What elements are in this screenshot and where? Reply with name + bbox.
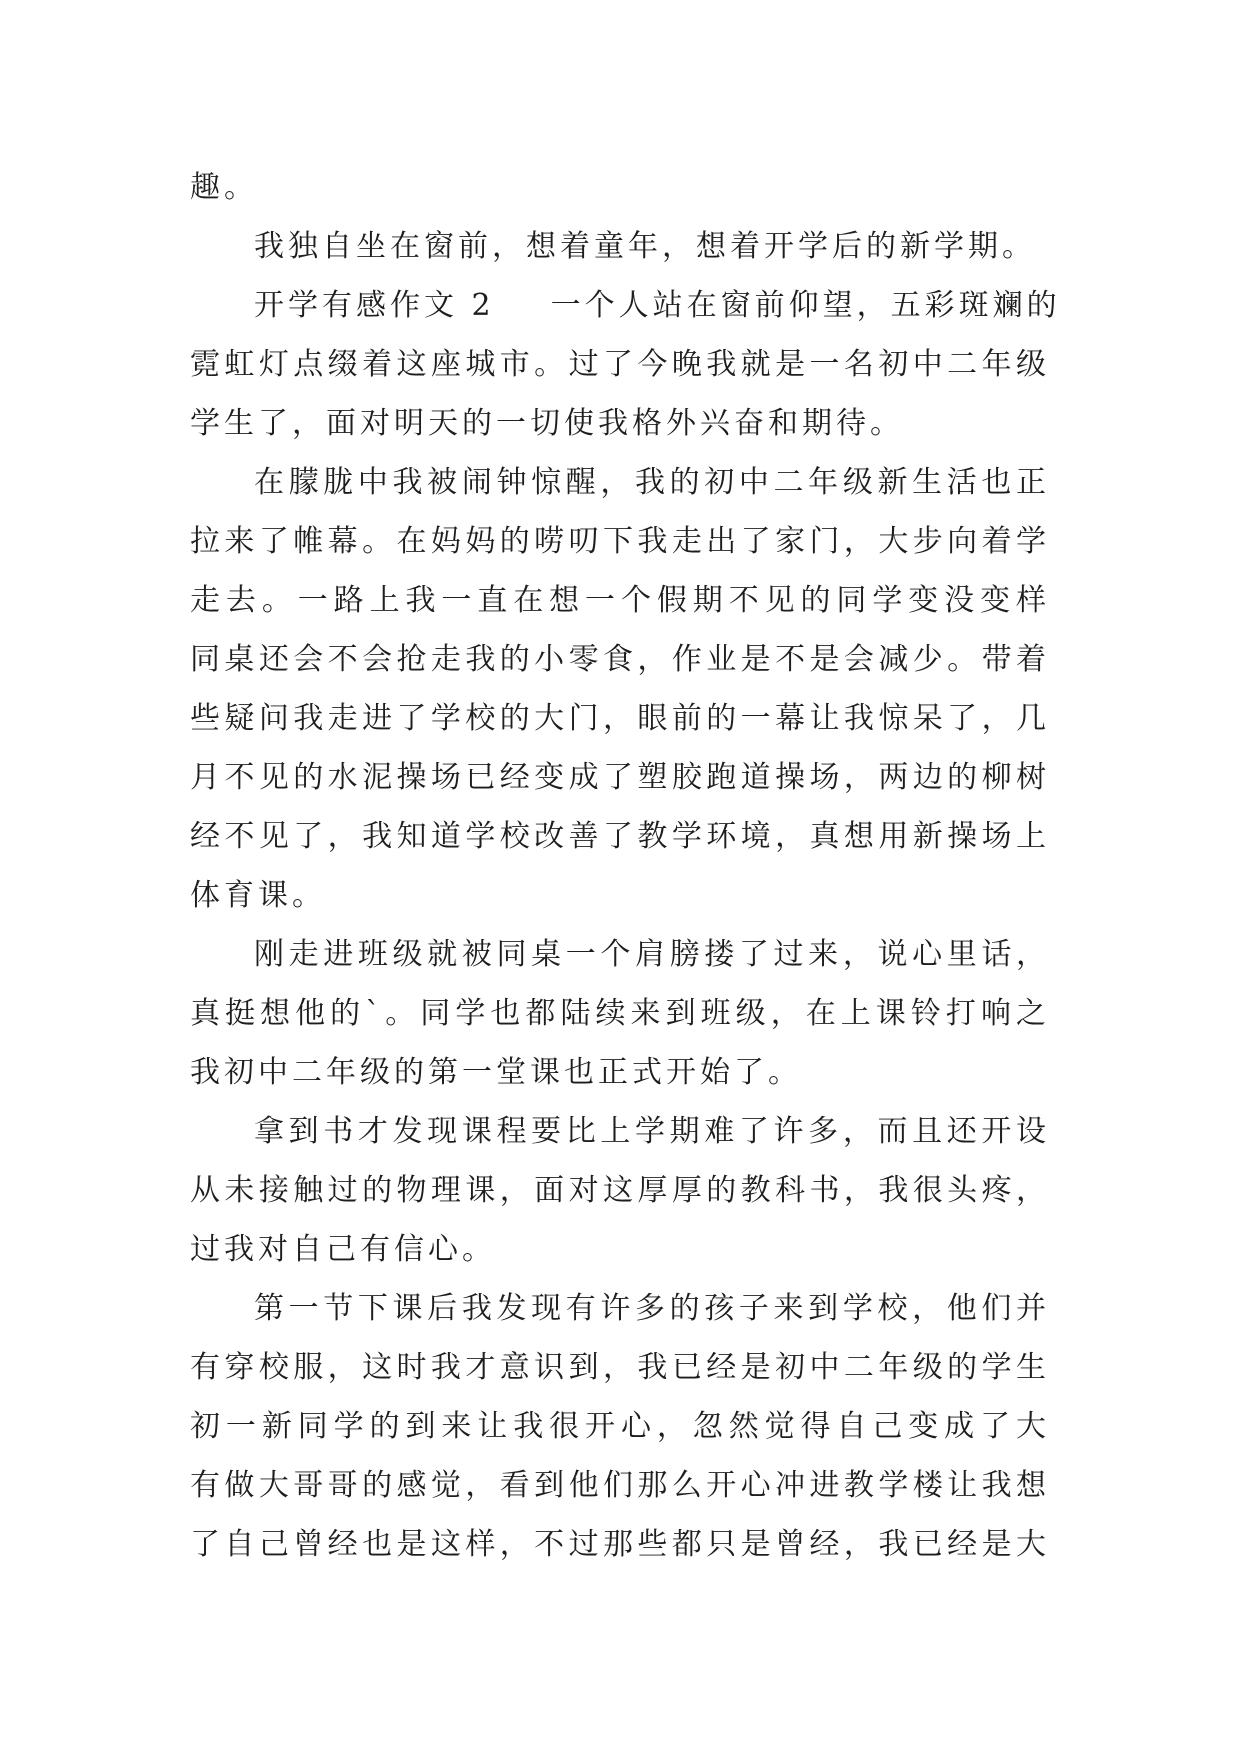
text-line: 第一节下课后我发现有许多的孩子来到学校，他们并 [254, 1291, 1050, 1326]
text-line: 真挺想他的`。同学也都陆续来到班级，在上课铃打响之 [190, 996, 1050, 1031]
text-line: 刚走进班级就被同桌一个肩膀搂了过来，说心里话， [254, 937, 1050, 972]
text-line: 有穿校服，这时我才意识到，我已经是初中二年级的学生 [190, 1350, 1050, 1385]
text-line: 我初中二年级的第一堂课也正式开始了。 [190, 1055, 802, 1090]
text-line: 有做大哥哥的感觉，看到他们那么开心冲进教学楼让我想 [190, 1468, 1050, 1503]
text-line: 初一新同学的到来让我很开心，忽然觉得自己变成了大 [190, 1409, 1050, 1444]
text-line: 同桌还会不会抢走我的小零食，作业是不是会减少。带着 [190, 642, 1050, 677]
text-line: 从未接触过的物理课，面对这厚厚的教科书，我很头疼， [190, 1173, 1050, 1208]
text-line: 拿到书才发现课程要比上学期难了许多，而且还开设 [254, 1114, 1050, 1149]
text-line: 霓虹灯点缀着这座城市。过了今晚我就是一名初中二年级 [190, 347, 1050, 382]
essay-title: 开学有感作文 2 [254, 288, 495, 323]
text-line: 些疑问我走进了学校的大门，眼前的一幕让我惊呆了，几 [190, 701, 1050, 736]
text-line: 我独自坐在窗前，想着童年，想着开学后的新学期。 [254, 229, 1036, 264]
text-line: 了自己曾经也是这样，不过那些都只是曾经，我已经是大 [190, 1527, 1050, 1562]
text-line: 学生了，面对明天的一切使我格外兴奋和期待。 [190, 406, 904, 441]
text-line: 经不见了，我知道学校改善了教学环境，真想用新操场上 [190, 819, 1050, 854]
text-line: 走去。一路上我一直在想一个假期不见的同学变没变样 [190, 583, 1050, 618]
essay-heading-line [190, 276, 1061, 335]
text-line: 在朦胧中我被闹钟惊醒，我的初中二年级新生活也正 [254, 465, 1050, 500]
text-line: 趣。 [190, 170, 258, 205]
essay-body [190, 158, 1061, 1574]
text-line-after-title: 一个人站在窗前仰望，五彩斑斓的 [550, 288, 1061, 323]
text-line: 月不见的水泥操场已经变成了塑胶跑道操场，两边的柳树 [190, 760, 1050, 795]
text-line: 拉来了帷幕。在妈妈的唠叨下我走出了家门，大步向着学 [190, 524, 1050, 559]
text-line: 体育课。 [190, 878, 326, 913]
text-line: 过我对自己有信心。 [190, 1232, 496, 1267]
